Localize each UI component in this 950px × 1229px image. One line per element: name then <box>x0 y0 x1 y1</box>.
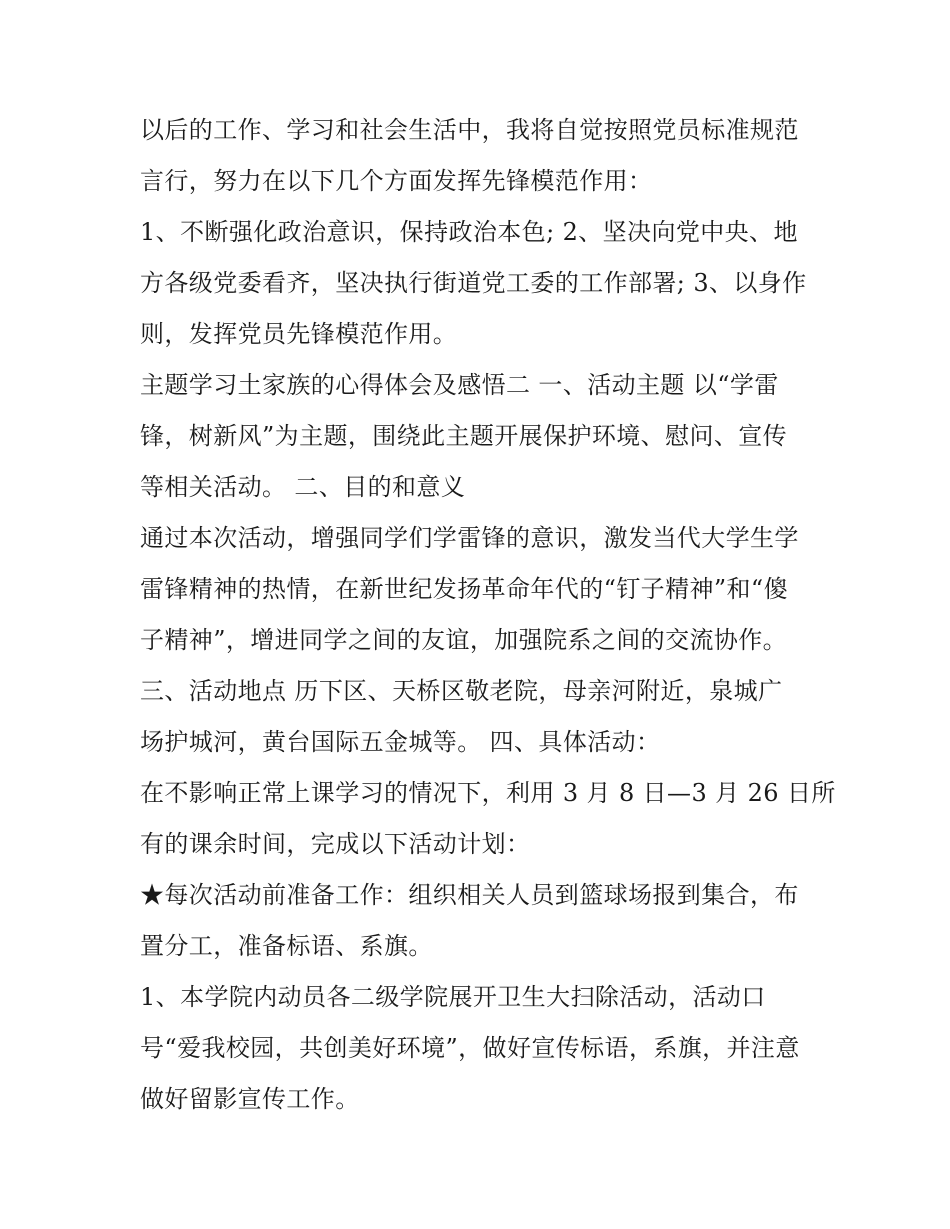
text-line: 言行，努力在以下几个方面发挥先锋模范作用： <box>140 167 653 195</box>
text-line: 雷锋精神的热情，在新世纪发扬革命年代的“钉子精神”和“傻 <box>140 575 789 603</box>
text-line: 1、不断强化政治意识，保持政治本色; 2、坚决向党中央、地 <box>140 218 798 246</box>
text-line: 等相关活动。 二、目的和意义 <box>140 473 466 501</box>
text-line: 主题学习土家族的心得体会及感悟二 一、活动主题 以“学雷 <box>140 371 779 399</box>
text-line: 在不影响正常上课学习的情况下，利用 3 月 8 日—3 月 26 日所 <box>140 779 836 807</box>
document-body <box>140 105 836 1125</box>
text-line: 以后的工作、学习和社会生活中，我将自觉按照党员标准规范 <box>140 116 799 144</box>
text-line: 1、本学院内动员各二级学院展开卫生大扫除活动，活动口 <box>140 983 766 1011</box>
text-line: 有的课余时间，完成以下活动计划： <box>140 830 531 858</box>
text-line: 方各级党委看齐，坚决执行街道党工委的工作部署; 3、以身作 <box>140 269 807 297</box>
text-line: 号“爱我校园，共创美好环境”，做好宣传标语，系旗，并注意 <box>140 1034 800 1062</box>
text-line: 则，发挥党员先锋模范作用。 <box>140 320 458 348</box>
text-line: 场护城河，黄台国际五金城等。 四、具体活动： <box>140 728 661 756</box>
text-line: 锋，树新风”为主题，围绕此主题开展保护环境、慰问、宣传 <box>140 422 788 450</box>
text-line: 置分工，准备标语、系旗。 <box>140 932 433 960</box>
text-line: ★每次活动前准备工作：组织相关人员到篮球场报到集合，布 <box>140 881 799 909</box>
text-line: 三、活动地点 历下区、天桥区敬老院，母亲河附近，泉城广 <box>140 677 783 705</box>
text-line: 子精神”，增进同学之间的友谊，加强院系之间的交流协作。 <box>140 626 788 654</box>
text-line: 通过本次活动，增强同学们学雷锋的意识，激发当代大学生学 <box>140 524 799 552</box>
text-line: 做好留影宣传工作。 <box>140 1085 360 1113</box>
